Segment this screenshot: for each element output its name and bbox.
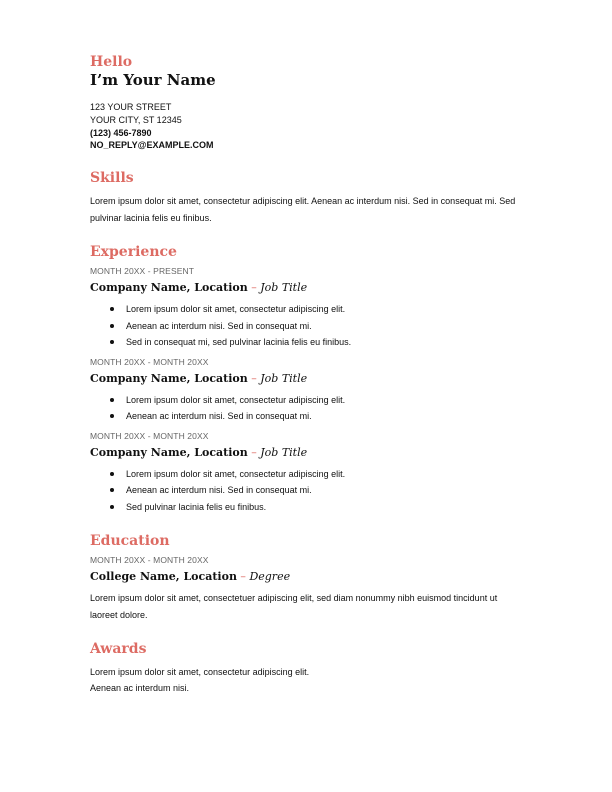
job-entry (90, 357, 520, 425)
job-dates: MONTH 20XX - MONTH 20XX (90, 356, 209, 367)
list-item: Lorem ipsum dolor sit amet, consectetur adipiscing elit. (90, 392, 520, 409)
awards-section (90, 640, 520, 696)
job-bullets (90, 392, 520, 425)
degree: Degree (249, 570, 291, 584)
job-entry (90, 266, 520, 351)
company-name: Company Name, Location (90, 371, 248, 385)
job-title: Job Title (260, 445, 308, 459)
full-name: I’m Your Name (90, 71, 216, 89)
list-item: Aenean ac interdum nisi. Sed in consequat mi. (90, 408, 520, 425)
education-dates: MONTH 20XX - MONTH 20XX (90, 555, 209, 566)
address-line-2: YOUR CITY, ST 12345 (90, 114, 182, 125)
list-item: Lorem ipsum dolor sit amet, consectetur adipiscing elit. (90, 466, 520, 483)
skills-section (90, 169, 520, 226)
experience-heading: Experience (90, 244, 177, 261)
award-line: Lorem ipsum dolor sit amet, consectetur adipiscing elit. (90, 667, 310, 678)
job-title: Job Title (260, 281, 308, 295)
education-text: Lorem ipsum dolor sit amet, consectetuer adipiscing elit, sed diam nonummy nibh euismod tincidunt ut laoreet dolore. (90, 593, 498, 620)
education-separator: – (236, 570, 250, 584)
job-heading (90, 281, 520, 295)
education-heading-line (90, 570, 520, 584)
list-item: Sed in consequat mi, sed pulvinar lacinia felis eu finibus. (90, 334, 520, 351)
job-dates: MONTH 20XX - PRESENT (90, 266, 195, 277)
email: NO_REPLY@EXAMPLE.COM (90, 140, 214, 151)
greeting: Hello (90, 54, 133, 70)
job-separator: – (247, 281, 261, 295)
company-name: Company Name, Location (90, 281, 248, 295)
job-entry (90, 431, 520, 516)
job-separator: – (247, 445, 261, 459)
address-line-1: 123 YOUR STREET (90, 102, 172, 112)
education-heading: Education (90, 533, 170, 550)
list-item: Lorem ipsum dolor sit amet, consectetur adipiscing elit. (90, 301, 520, 318)
job-dates: MONTH 20XX - MONTH 20XX (90, 430, 209, 441)
education-section (90, 532, 520, 623)
job-bullets (90, 466, 520, 516)
awards-list (90, 664, 520, 696)
job-heading (90, 372, 520, 386)
job-separator: – (247, 371, 261, 385)
list-item: Aenean ac interdum nisi. Sed in consequat mi. (90, 482, 520, 499)
company-name: Company Name, Location (90, 445, 248, 459)
award-line: Aenean ac interdum nisi. (90, 683, 190, 694)
job-bullets (90, 301, 520, 351)
phone: (123) 456-7890 (90, 127, 152, 138)
experience-section (90, 243, 520, 515)
list-item: Sed pulvinar lacinia felis eu finibus. (90, 499, 520, 516)
skills-heading: Skills (90, 170, 134, 187)
resume-header (90, 54, 520, 152)
skills-text: Lorem ipsum dolor sit amet, consectetur adipiscing elit. Aenean ac interdum nisi. Sed in consequat mi. Sed pulvinar lacinia felis eu finibus. (90, 196, 516, 223)
awards-heading: Awards (90, 641, 147, 658)
job-title: Job Title (260, 371, 308, 385)
school-name: College Name, Location (90, 570, 237, 584)
job-heading (90, 446, 520, 460)
contact-info (90, 101, 520, 152)
list-item: Aenean ac interdum nisi. Sed in consequat mi. (90, 318, 520, 335)
resume-page (90, 54, 520, 696)
